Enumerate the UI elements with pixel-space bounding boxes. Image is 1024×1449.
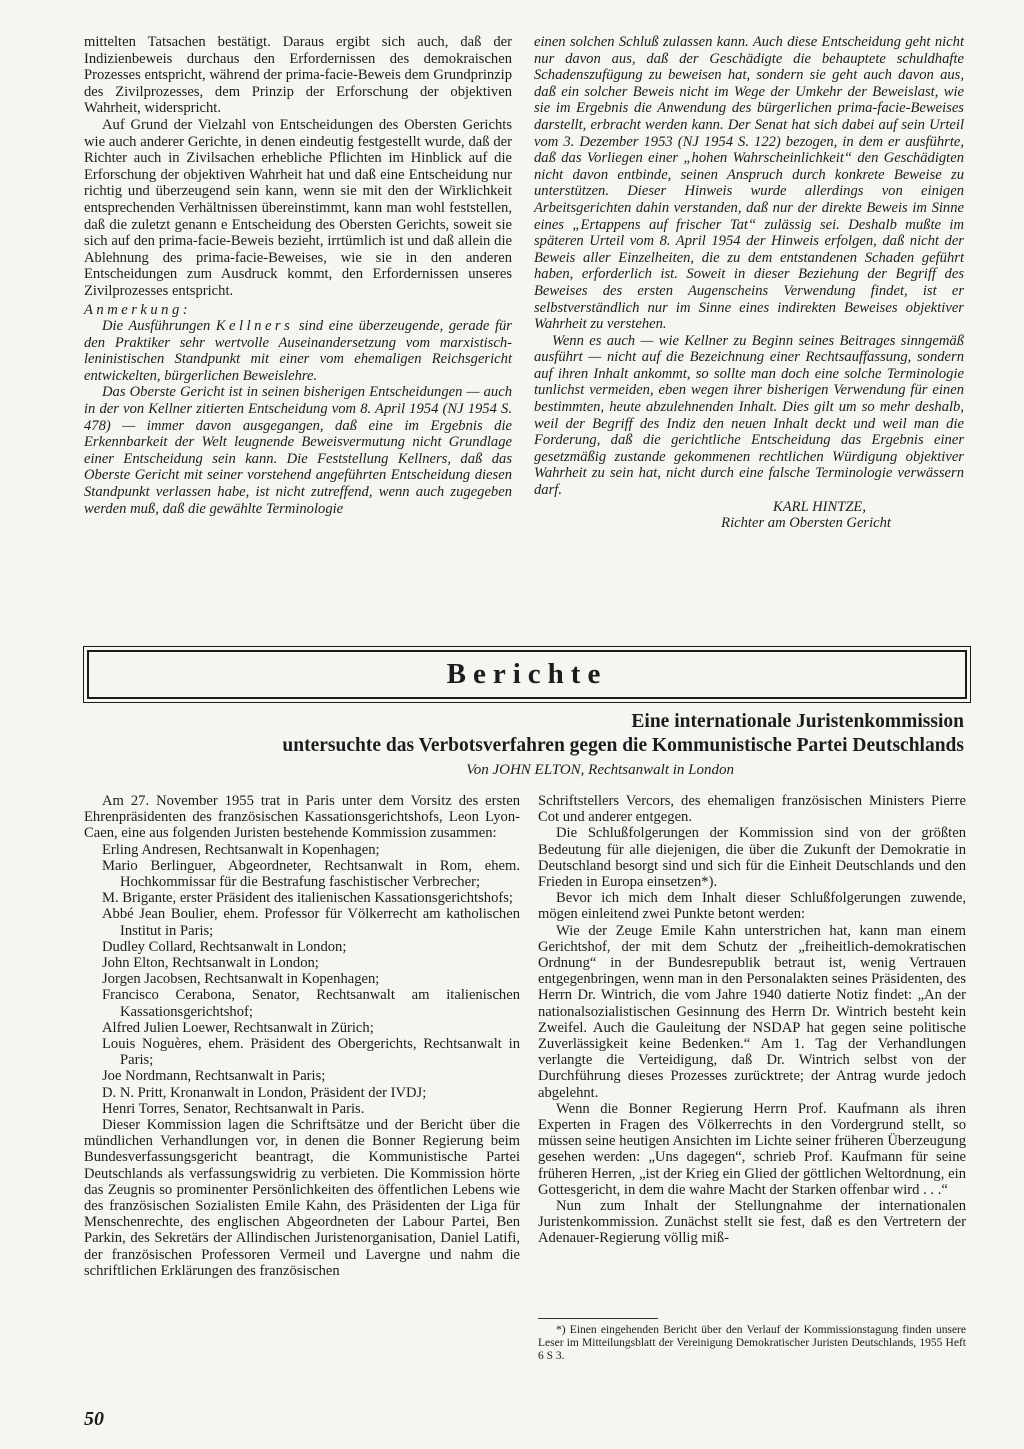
- signature-role: Richter am Obersten Gericht: [721, 515, 891, 532]
- column-top-left: [84, 34, 512, 517]
- section-title: Berichte: [446, 658, 608, 690]
- paragraph: Wenn die Bonner Regierung Herrn Prof. Kaufmann als ihren Experten in Fragen des Völkerrechts in den Vordergrund stellt, so müssen seine heutigen Ansichten im Lichte seiner früheren Überzeugung gesehen werden: „Uns dagegen“, schrieb Prof. Kaufmann für seine früheren Herren, „ist der Krieg ein Glied der göttlichen Weltordnung, ein Gottesgericht, in dem die wahre Macht der Starken offenbar wird . . .“: [538, 1100, 966, 1198]
- paragraph: Schriftstellers Vercors, des ehemaligen französischen Ministers Pierre Cot und anderer entgegen.: [538, 793, 966, 826]
- column-bottom-right: [538, 793, 966, 1247]
- list-item: Abbé Jean Boulier, ehem. Professor für Völkerrecht am katholischen Institut in Paris;: [102, 906, 520, 939]
- list-item: Jorgen Jacobsen, Rechtsanwalt in Kopenhagen;: [102, 971, 380, 988]
- author-name: Kellners: [215, 318, 294, 335]
- article-title-line-2: untersuchte das Verbotsverfahren gegen die Kommunistische Partei Deutschlands: [282, 735, 964, 756]
- list-item: Erling Andresen, Rechtsanwalt in Kopenhagen;: [102, 841, 380, 858]
- list-item: Joe Nordmann, Rechtsanwalt in Paris;: [102, 1068, 326, 1085]
- article-title: [84, 710, 964, 758]
- list-item: Dudley Collard, Rechtsanwalt in London;: [102, 938, 347, 955]
- paragraph: Wie der Zeuge Emile Kahn unterstrichen hat, kann man einem Gerichtshof, der mit dem Schutz der „freiheitlich-demokratischen Ordnung“ in der Bundesrepublik betraut ist, wenig Vertrauen entgegenbringen, wenn man in den Personalakten seines Präsidenten, des Herrn Dr. Wintrich, die vom Jahre 1940 datierte Notiz findet: „An der nationalsozialistischen Gesinnung des Herrn Dr. Wintrich besteht kein Zweifel. Auch die Gauleitung der NSDAP hat gegen seine politische Zuverlässigkeit keine Bedenken.“ Am 1. Tag der Verhandlungen verlangte die Verteidigung, daß Dr. Wintrich selbst von der Durchführung dieses Prozesses zurücktrete; der Antrag wurde jedoch abgelehnt.: [538, 922, 966, 1101]
- column-bottom-left: [84, 793, 520, 1279]
- signature-name: KARL HINTZE,: [773, 498, 866, 515]
- paragraph: Nun zum Inhalt der Stellungnahme der internationalen Juristenkommission. Zunächst stellt sie fest, daß es den Vertretern der Adenauer-Regierung völlig miß-: [538, 1198, 966, 1247]
- text-run: Die Ausführungen: [102, 318, 216, 335]
- paragraph: Auf Grund der Vielzahl von Entscheidungen des Obersten Gerichts wie auch anderer Gerichte, in denen eindeutig festgestellt wurde, daß der Richter auch in Zivilsachen erhebliche Pflichten im Hinblick auf die Erforschung der objektiven Wahrheit hat und daß eine Entscheidung nur richtig und überzeugend sein kann, wenn sie mit den der Wirklichkeit entsprechenden Verhältnissen übereinstimmt, kann man wohl feststellen, daß die zuletzt genann e Entscheidung des Obersten Gerichts, soweit sie sich auf den prima-facie-Beweis bezieht, irrtümlich ist und daß allein die Ablehnung des prima-facie-Beweises, wie sie in den anderen Entscheidungen zum Ausdruck kommt, den Erfordernissen unseres Zivilprozesses entspricht.: [84, 116, 512, 299]
- paragraph: Die Schlußfolgerungen der Kommission sind von der größten Bedeutung für alle diejenigen, die über die Zukunft der Demokratie in Deutschland besorgt sind und sich für die Einheit Deutschlands und den Frieden in Europa einsetzen*).: [538, 825, 966, 891]
- list-item: Alfred Julien Loewer, Rechtsanwalt in Zürich;: [102, 1019, 374, 1036]
- footnote-divider: [538, 1318, 658, 1319]
- text-run: sind eine überzeugende, gerade für den Praktiker sehr wertvolle Auseinandersetzung vom marxistisch-leninistischen Standpunkt mit einer vom ehemaligen Reichsgericht entwickelten, bürgerlichen Beweislehre.: [84, 318, 512, 384]
- list-item: Francisco Cerabona, Senator, Rechtsanwalt am italienischen Kassationsgerichtshof;: [102, 987, 520, 1020]
- list-item: M. Brigante, erster Präsident des italienischen Kassationsgerichtshofs;: [102, 890, 513, 907]
- article-title-line-1: Eine internationale Juristenkommission: [631, 711, 964, 732]
- page-number: 50: [84, 1408, 104, 1430]
- section-header-box: [87, 650, 967, 699]
- annotation-label: Anmerkung:: [84, 301, 192, 318]
- paragraph: Bevor ich mich dem Inhalt dieser Schlußfolgerungen zuwende, mögen einleitend zwei Punkte betont werden:: [538, 890, 966, 923]
- list-item: Henri Torres, Senator, Rechtsanwalt in Paris.: [102, 1100, 365, 1117]
- column-top-right: [534, 34, 964, 532]
- paragraph: Wenn es auch — wie Kellner zu Beginn seines Beitrages sinngemäß ausführt — nicht auf die Bezeichnung einer Rechtsauffassung, sondern auf ihren Inhalt ankommt, so sollte man doch eine solche Terminologie tunlichst vermeiden, eben wegen ihrer bisherigen Verwendung für einen bestimmten, heute abzulehnenden Inhalt. Dies gilt um so mehr deshalb, weil der Begriff des Indiz den neuen Inhalt deckt und weil man die Forderung, daß die gerichtliche Entscheidung das Ergebnis einer gesetzmäßig zustande gekommenen rechtlichen Würdigung objektiver Wahrheit zu sein hat, nicht durch eine falsche Terminologie verwässern darf.: [534, 332, 964, 499]
- list-item: D. N. Pritt, Kronanwalt in London, Präsident der IVDJ;: [102, 1084, 427, 1101]
- paragraph: Am 27. November 1955 trat in Paris unter dem Vorsitz des ersten Ehrenpräsidenten des französischen Kassationsgerichtshofs, Leon Lyon-Caen, eine aus folgenden Juristen bestehende Kommission zusammen:: [84, 793, 520, 842]
- footnote: *) Einen eingehenden Bericht über den Verlauf der Kommissionstagung finden unsere Leser im Mitteilungsblatt der Vereinigung Demokratischer Juristen Deutschlands, 1955 Heft 6 S 3.: [538, 1324, 966, 1362]
- paragraph: [84, 318, 512, 384]
- byline: Von JOHN ELTON, Rechtsanwalt in London: [466, 762, 734, 778]
- paragraph: Das Oberste Gericht ist in seinen bisherigen Entscheidungen — auch in der von Kellner zitierten Entscheidung vom 8. April 1954 (NJ 1954 S. 478) — immer davon ausgegangen, daß eine im Ergebnis die Erkennbarkeit der Welt leugnende Beweisvermutung nicht Grundlage einer Entscheidung sein kann. Die Feststellung Kellners, daß das Oberste Gericht mit seiner vorstehend angeführten Entscheidung diesen Standpunkt verlassen habe, ist nicht zutreffend, wenn auch zugegeben werden muß, daß die gewählte Terminologie: [84, 384, 512, 517]
- list-item: Louis Noguères, ehem. Präsident des Obergerichts, Rechtsanwalt in Paris;: [102, 1036, 520, 1069]
- list-item: Mario Berlinguer, Abgeordneter, Rechtsanwalt in Rom, ehem. Hochkommissar für die Bestrafung faschistischer Verbrecher;: [102, 857, 520, 891]
- paragraph: Dieser Kommission lagen die Schriftsätze und der Bericht über die mündlichen Verhandlungen vor, in denen die Bonner Regierung beim Bundesverfassungsgericht beantragt, die Kommunistische Partei Deutschlands als verfassungswidrig zu verbieten. Die Kommission hörte das Zeugnis so prominenter Persönlichkeiten des öffentlichen Lebens wie des französischen Sozialisten Emile Kahn, des Präsidenten der Liga für Menschenrechte, des englischen Abgeordneten der Labour Partei, Ben Parkin, des Sekretärs der Allindischen Juristenorganisation, Daniel Latifi, der französischen Professoren Vermeil und Lavergne und nahm die schriftlichen Erklärungen des französischen: [84, 1117, 520, 1279]
- paragraph: einen solchen Schluß zulassen kann. Auch diese Entscheidung geht nicht nur davon aus, daß der Geschädigte die behauptete schuldhafte Schadenszufügung zu beweisen hat, sondern sie geht auch davon aus, daß ein solcher Beweis nicht im Wege der Umkehr der Beweislast, wie sie im Ergebnis die Anwendung des bürgerlichen prima-facie-Beweises darstellt, erbracht werden kann. Der Senat hat sich dabei auf sein Urteil vom 3. Dezember 1953 (NJ 1954 S. 122) bezogen, in dem er ausführte, daß das Vorliegen einer „hohen Wahrscheinlichkeit“ den Geschädigten nicht davon entbinde, seinen Anspruch durch konkrete Beweise zu unterstützen. Dieser Hinweis wurde allerdings von einigen Arbeitsgerichten dahin verstanden, daß nur der direkte Beweis im Sinne eines „Ertappens auf frischer Tat“ zulässig sei. Deshalb mußte im späteren Urteil vom 8. April 1954 der Hinweis erfolgen, daß nicht der Beweis aller Einzelheiten, die zu dem entstandenen Schaden geführt haben, erforderlich ist. Soweit in dieser Beziehung der Begriff des Beweises des ersten Augenscheins Verwendung findet, ist er selbstverständlich nur im Sinne eines indirekten Beweises objektiver Wahrheit zu verstehen.: [534, 34, 964, 333]
- list-item: John Elton, Rechtsanwalt in London;: [102, 955, 319, 972]
- paragraph: mittelten Tatsachen bestätigt. Daraus ergibt sich auch, daß der Indizienbeweis durchaus den Erfordernissen des demokraischen Prozesses entspricht, während der prima-facie-Beweis dem Grundprinzip des Zivilprozesses, dem Prinzip der Erforschung der objektiven Wahrheit, widerspricht.: [84, 34, 512, 117]
- jurist-list: [84, 842, 520, 1117]
